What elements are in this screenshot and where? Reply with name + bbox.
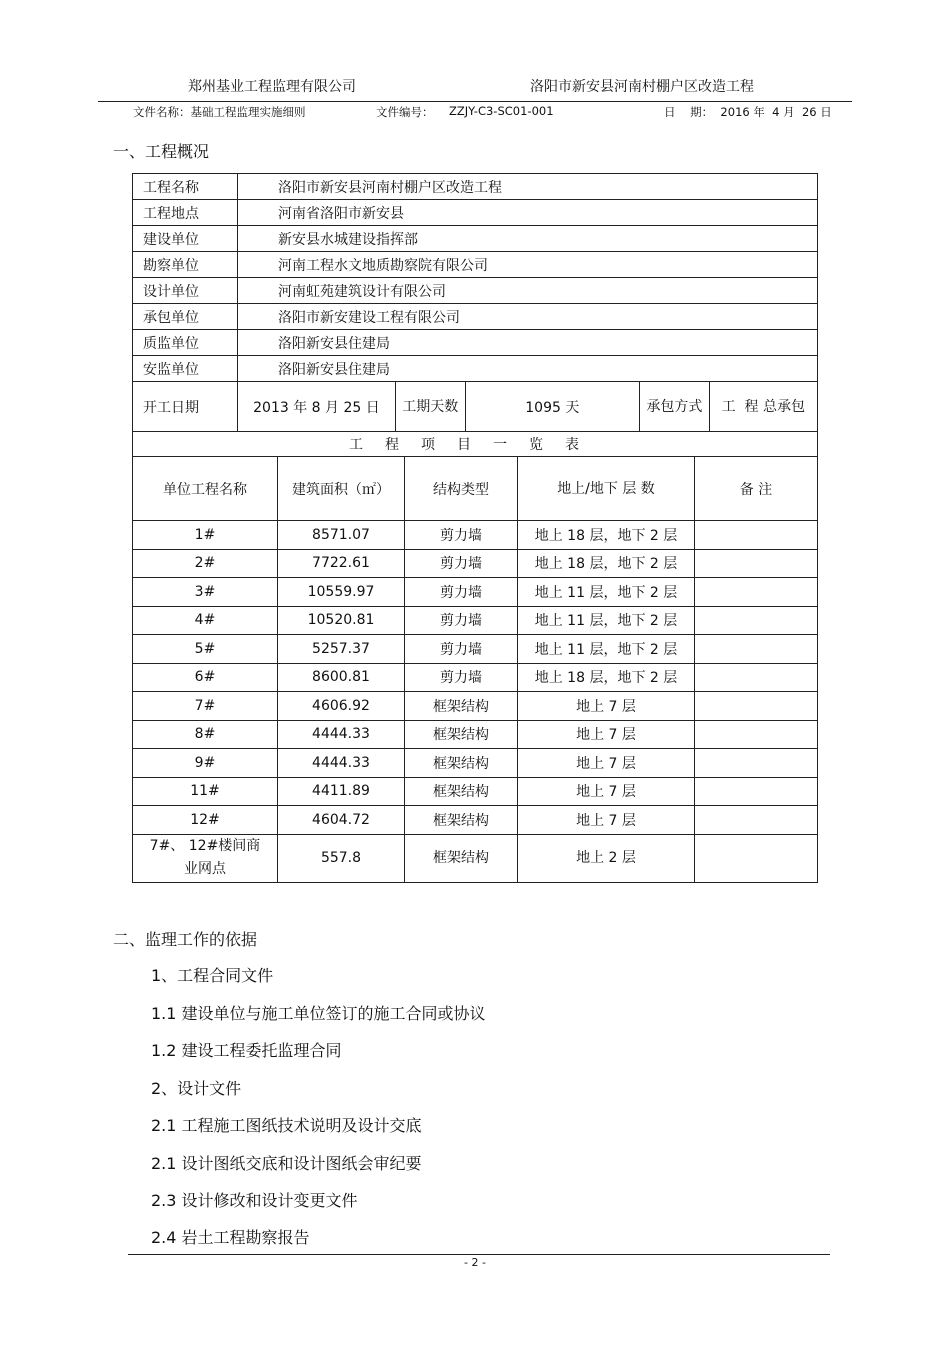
unit-name-cell: 9# (133, 749, 278, 778)
unit-name-cell: 12# (133, 806, 278, 835)
header-company: 郑州基业工程监理有限公司 (188, 79, 356, 95)
floors-cell: 地上 2 层 (518, 834, 695, 882)
doc-date: 日 期： 2016 年 4 月 26 日 (664, 105, 832, 119)
basis-item: 2、设计文件 (151, 1079, 242, 1098)
schedule-row (133, 382, 818, 432)
note-cell (695, 663, 818, 692)
table-row (133, 720, 818, 749)
info-row (133, 330, 818, 356)
structure-cell: 框架结构 (405, 692, 518, 721)
area-cell: 4604.72 (278, 806, 405, 835)
structure-cell: 框架结构 (405, 720, 518, 749)
unit-name-cell: 11# (133, 777, 278, 806)
header-project: 洛阳市新安县河南村棚户区改造工程 (530, 79, 754, 95)
info-row (133, 174, 818, 200)
note-cell (695, 777, 818, 806)
col-structure: 结构类型 (405, 457, 518, 521)
area-cell: 8600.81 (278, 663, 405, 692)
project-list-title: 工程项目一览表 (133, 432, 818, 457)
structure-cell: 框架结构 (405, 777, 518, 806)
floors-cell: 地上 7 层 (518, 806, 695, 835)
floors-cell: 地上 18 层，地下 2 层 (518, 521, 695, 550)
info-label: 质监单位 (133, 330, 238, 356)
structure-cell: 剪力墙 (405, 663, 518, 692)
info-value: 新安县水城建设指挥部 (237, 226, 817, 252)
area-cell: 4444.33 (278, 720, 405, 749)
basis-item: 1.2 建设工程委托监理合同 (151, 1041, 342, 1060)
floors-cell: 地上 11 层，地下 2 层 (518, 635, 695, 664)
unit-name-cell: 1# (133, 521, 278, 550)
info-label: 工程地点 (133, 200, 238, 226)
info-label: 勘察单位 (133, 252, 238, 278)
structure-cell: 剪力墙 (405, 606, 518, 635)
floors-cell: 地上 7 层 (518, 720, 695, 749)
table-row (133, 578, 818, 607)
col-unit-name: 单位工程名称 (133, 457, 278, 521)
note-cell (695, 578, 818, 607)
info-label: 承包单位 (133, 304, 238, 330)
info-label: 建设单位 (133, 226, 238, 252)
floors-cell: 地上 7 层 (518, 749, 695, 778)
floors-cell: 地上 18 层，地下 2 层 (518, 663, 695, 692)
info-row (133, 278, 818, 304)
structure-cell: 剪力墙 (405, 521, 518, 550)
area-cell: 10520.81 (278, 606, 405, 635)
table-row (133, 777, 818, 806)
unit-name-cell: 7# (133, 692, 278, 721)
info-row (133, 252, 818, 278)
unit-name-cell: 4# (133, 606, 278, 635)
basis-item: 2.3 设计修改和设计变更文件 (151, 1191, 358, 1210)
info-value: 河南省洛阳市新安县 (237, 200, 817, 226)
unit-name-cell: 2# (133, 549, 278, 578)
structure-cell: 框架结构 (405, 806, 518, 835)
footer-divider (128, 1254, 830, 1255)
area-cell: 10559.97 (278, 578, 405, 607)
area-cell: 7722.61 (278, 549, 405, 578)
note-cell (695, 521, 818, 550)
col-note: 备 注 (695, 457, 818, 521)
info-row (133, 356, 818, 382)
area-cell: 5257.37 (278, 635, 405, 664)
duration-value: 1095 天 (465, 382, 640, 432)
contract-type-value: 工 程 总承包 (709, 382, 817, 432)
table-row (133, 834, 818, 882)
area-cell: 8571.07 (278, 521, 405, 550)
area-cell: 4444.33 (278, 749, 405, 778)
note-cell (695, 692, 818, 721)
file-no: ZZJY-C3-SC01-001 (449, 104, 554, 118)
floors-cell: 地上 18 层，地下 2 层 (518, 549, 695, 578)
area-cell: 4606.92 (278, 692, 405, 721)
basis-item: 2.1 设计图纸交底和设计图纸会审纪要 (151, 1154, 422, 1173)
note-cell (695, 606, 818, 635)
area-cell: 557.8 (278, 834, 405, 882)
basis-item: 2.4 岩土工程勘察报告 (151, 1228, 310, 1247)
table-row (133, 521, 818, 550)
basis-item: 1、工程合同文件 (151, 966, 274, 985)
info-row (133, 200, 818, 226)
info-row (133, 226, 818, 252)
section-1-title: 一、工程概况 (113, 142, 210, 161)
table-row (133, 806, 818, 835)
table-row (133, 635, 818, 664)
floors-cell: 地上 11 层，地下 2 层 (518, 578, 695, 607)
unit-project-table (132, 456, 818, 883)
note-cell (695, 720, 818, 749)
col-area: 建筑面积（㎡） (278, 457, 405, 521)
structure-cell: 剪力墙 (405, 549, 518, 578)
unit-name-cell: 7#、 12#楼间商业网点 (133, 834, 278, 882)
info-value: 洛阳市新安县河南村棚户区改造工程 (237, 174, 817, 200)
header-divider (98, 101, 852, 102)
unit-name-cell: 3# (133, 578, 278, 607)
floors-cell: 地上 7 层 (518, 777, 695, 806)
structure-cell: 剪力墙 (405, 578, 518, 607)
table-row (133, 606, 818, 635)
info-label: 工程名称 (133, 174, 238, 200)
start-date-label: 开工日期 (133, 382, 238, 432)
note-cell (695, 749, 818, 778)
structure-cell: 剪力墙 (405, 635, 518, 664)
contract-type-label: 承包方式 (640, 382, 710, 432)
basis-item: 2.1 工程施工图纸技术说明及设计交底 (151, 1116, 422, 1135)
info-value: 洛阳新安县住建局 (237, 330, 817, 356)
structure-cell: 框架结构 (405, 749, 518, 778)
note-cell (695, 635, 818, 664)
table-row (133, 692, 818, 721)
note-cell (695, 549, 818, 578)
col-floors: 地上/地下 层 数 (518, 457, 695, 521)
basis-item: 1.1 建设单位与施工单位签订的施工合同或协议 (151, 1004, 486, 1023)
area-cell: 4411.89 (278, 777, 405, 806)
section-2-title: 二、监理工作的依据 (113, 930, 258, 949)
table-row (133, 663, 818, 692)
table-header-row (133, 457, 818, 521)
floors-cell: 地上 11 层，地下 2 层 (518, 606, 695, 635)
info-value: 洛阳市新安建设工程有限公司 (237, 304, 817, 330)
unit-name-cell: 8# (133, 720, 278, 749)
structure-cell: 框架结构 (405, 834, 518, 882)
unit-name-cell: 6# (133, 663, 278, 692)
info-value: 河南工程水文地质勘察院有限公司 (237, 252, 817, 278)
unit-name-cell: 5# (133, 635, 278, 664)
table-row (133, 549, 818, 578)
info-row (133, 304, 818, 330)
floors-cell: 地上 7 层 (518, 692, 695, 721)
table-row (133, 749, 818, 778)
note-cell (695, 834, 818, 882)
file-no-label: 文件编号： (376, 105, 434, 119)
info-label: 安监单位 (133, 356, 238, 382)
info-value: 洛阳新安县住建局 (237, 356, 817, 382)
start-date-value: 2013 年 8 月 25 日 (237, 382, 395, 432)
project-info-table (132, 173, 818, 457)
info-label: 设计单位 (133, 278, 238, 304)
file-name: 文件名称：基础工程监理实施细则 (133, 105, 306, 119)
duration-label: 工期天数 (395, 382, 465, 432)
note-cell (695, 806, 818, 835)
page-number: - 2 - (464, 1256, 486, 1269)
info-value: 河南虹苑建筑设计有限公司 (237, 278, 817, 304)
